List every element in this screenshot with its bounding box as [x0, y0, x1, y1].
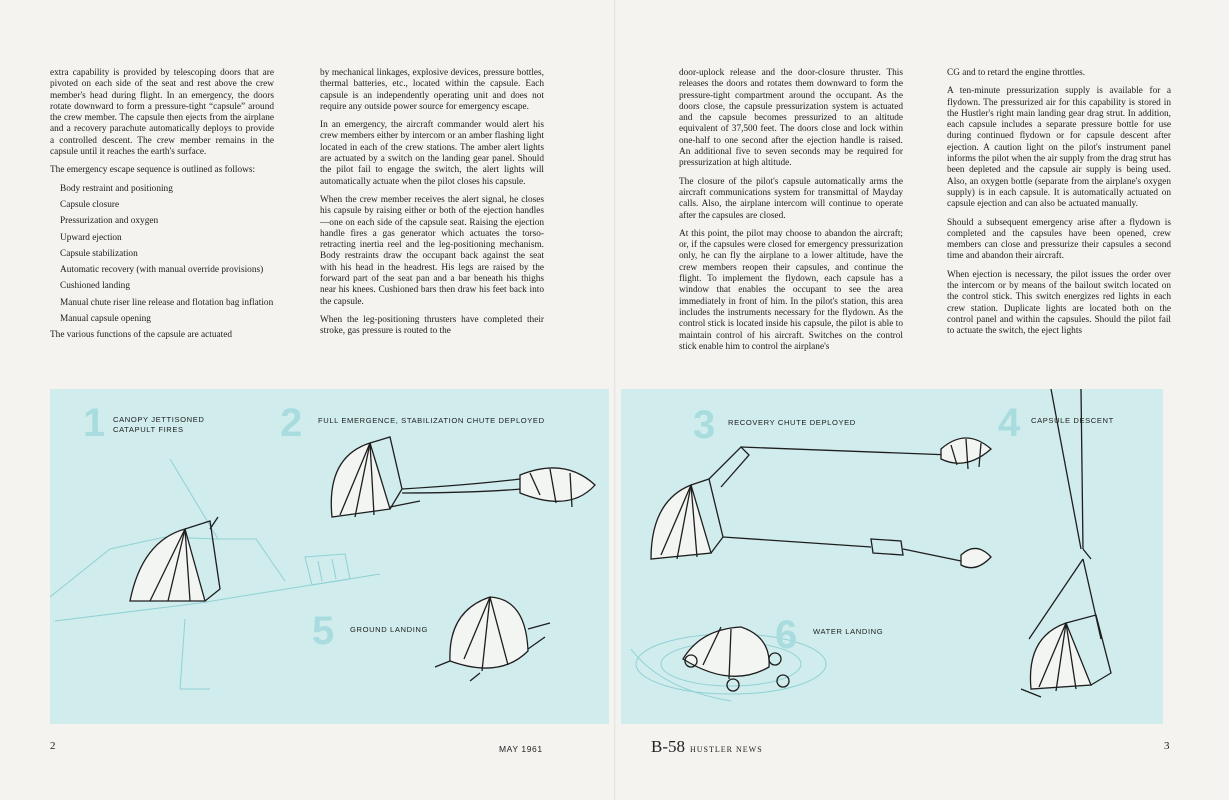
page-number-left: 2	[50, 740, 56, 752]
list-item: Manual capsule opening	[60, 314, 151, 325]
list-item: Manual chute riser line release and flotation bag inflation	[60, 297, 274, 308]
paragraph: door-uplock release and the door-closure thruster. This releases the doors and rotates them downward to form the pressure-tight compartment around the occupant. As the doors close, the capsule pressurization system is actuated and the capsule becomes pressurized to an altitude equivalent of 37,500 feet. The doors close and lock within one-half to one second after the ejection handle is raised. An additional five to seven seconds may be required for pressurization at high altitude.	[679, 68, 903, 169]
masthead	[651, 737, 763, 757]
list-item: Body restraint and positioning	[60, 183, 173, 194]
paragraph: When the leg-positioning thrusters have completed their stroke, gas pressure is routed to the	[320, 314, 544, 337]
step-number-3: 3	[693, 403, 716, 447]
escape-sequence-list	[50, 184, 274, 326]
list-item: Pressurization and oxygen	[60, 216, 159, 227]
step-caption-5: GROUND LANDING	[350, 625, 429, 634]
step-caption-1: CANOPY JETTISONED CATAPULT FIRES	[113, 415, 205, 434]
step-number-5: 5	[312, 609, 335, 653]
page-gutter	[614, 0, 616, 800]
capsule-2	[331, 437, 595, 517]
paragraph: In an emergency, the aircraft commander would alert his crew members either by intercom or an amber flashing light located in each of the crew stations. The amber alert lights are actuated by a switch on the landing gear panel. Should the pilot fail to engage the switch, the alert lights will automatically actuate when the pilot closes his capsule.	[320, 120, 544, 187]
text-column-3	[679, 68, 903, 360]
paragraph: CG and to retard the engine throttles.	[947, 68, 1086, 78]
list-item: Cushioned landing	[60, 281, 130, 292]
list-item: Automatic recovery (with manual override provisions)	[60, 265, 264, 276]
illustration-panel-right	[621, 389, 1163, 724]
capsule-1	[130, 517, 220, 601]
capsule-3	[651, 438, 991, 568]
paragraph: by mechanical linkages, explosive devices, pressure bottles, thermal batteries, etc., located within the capsule. Each capsule is an independently operating unit and does not require any outside power source for emergency escape.	[320, 68, 544, 112]
paragraph: At this point, the pilot may choose to abandon the aircraft; or, if the capsules were closed for emergency pressurization only, he can fly the airplane to a lower altitude, have the crew members reopen their capsules, and continue the flight. To implement the flydown, each capsule has a window that enables the occupant to see the area immediately in front of him. In the pilot's station, this area includes the instruments necessary for the flydown. As the control stick is located inside his capsule, the pilot is able to maintain control of his aircraft. Switches on the control stick enable him to control the airplane's	[679, 228, 903, 352]
step-caption-2: FULL EMERGENCE, STABILIZATION CHUTE DEPLOYED	[318, 416, 545, 425]
list-item: Capsule stabilization	[60, 248, 138, 259]
step-caption-6: WATER LANDING	[813, 627, 884, 636]
list-item: Capsule closure	[60, 199, 120, 210]
text-column-4	[947, 68, 1171, 345]
escape-sequence-drawing-left	[50, 389, 609, 724]
step-number-6: 6	[775, 613, 798, 657]
text-column-2	[320, 68, 544, 345]
list-item: Upward ejection	[60, 232, 122, 243]
step-caption-4: CAPSULE DESCENT	[1031, 416, 1114, 425]
text-column-1	[50, 68, 274, 349]
step-number-4: 4	[998, 401, 1021, 445]
step-number-2: 2	[280, 401, 303, 445]
paragraph: When the crew member receives the alert signal, he closes his capsule by raising either or both of the ejection handles—one on each side of the capsule seat. Raising the ejection handle fires a gas generator which actuates the torso-retracting inertia reel and the leg-positioning mechanism. Body restraints draw the occupant back against the seat with his head in the headrest. His legs are raised by the forward part of the seat pan and a bar beneath his thighs near his knees. Cushioned bars then draw his feet back into the capsule.	[320, 194, 544, 307]
page-number-right: 3	[1164, 740, 1170, 752]
masthead-model: B-58	[651, 737, 685, 756]
masthead-name: HUSTLER NEWS	[690, 745, 763, 754]
issue-date: MAY 1961	[499, 744, 543, 754]
paragraph: Should a subsequent emergency arise after a flydown is completed and the capsules have been opened, crew members can close and pressurize their capsules a second time and abandon their aircraft.	[947, 217, 1171, 262]
paragraph: The closure of the pilot's capsule automatically arms the aircraft communications system for transmittal of Mayday calls. Also, the airplane intercom will continue to operate after the capsules are closed.	[679, 176, 903, 221]
paragraph: The various functions of the capsule are actuated	[50, 330, 232, 341]
paragraph: The emergency escape sequence is outlined as follows:	[50, 165, 256, 176]
aircraft-outline	[50, 459, 380, 689]
paragraph: When ejection is necessary, the pilot issues the order over the intercom or by means of the bailout switch located on the control stick. This switch energizes red lights in each crew station. Duplicate lights are located both on the control panel and within the capsules. Should the pilot fail to actuate the switch, the eject lights	[947, 269, 1171, 337]
step-caption-3: RECOVERY CHUTE DEPLOYED	[728, 418, 856, 427]
illustration-panel-left	[50, 389, 609, 724]
capsule-5	[435, 597, 550, 681]
capsule-4	[1021, 389, 1111, 697]
step-number-1: 1	[83, 401, 106, 445]
paragraph: extra capability is provided by telescoping doors that are pivoted on each side of the seat and rest above the crew member's head during flight. In an emergency, the doors rotate downward to form a pressure-tight “capsule” around the crew member. The capsule then ejects from the airplane and a recovery parachute automatically deploys to provide a controlled descent. The crew member remains in the capsule until it reaches the earth's surface.	[50, 68, 274, 158]
paragraph: A ten-minute pressurization supply is available for a flydown. The pressurized air for this capability is stored in the Hustler's right main landing gear drag strut. In addition, each capsule includes a separate pressure bottle for use during continued flydown or for capsule descent after ejection. A caution light on the pilot's instrument panel informs the pilot when the air supply from the drag strut has been depleted and the capsule air supply is being used. Also, an oxygen bottle (separate from the airplane's oxygen supply) is in each capsule. It is automatically actuated on capsule ejection and can also be actuated manually.	[947, 86, 1171, 210]
